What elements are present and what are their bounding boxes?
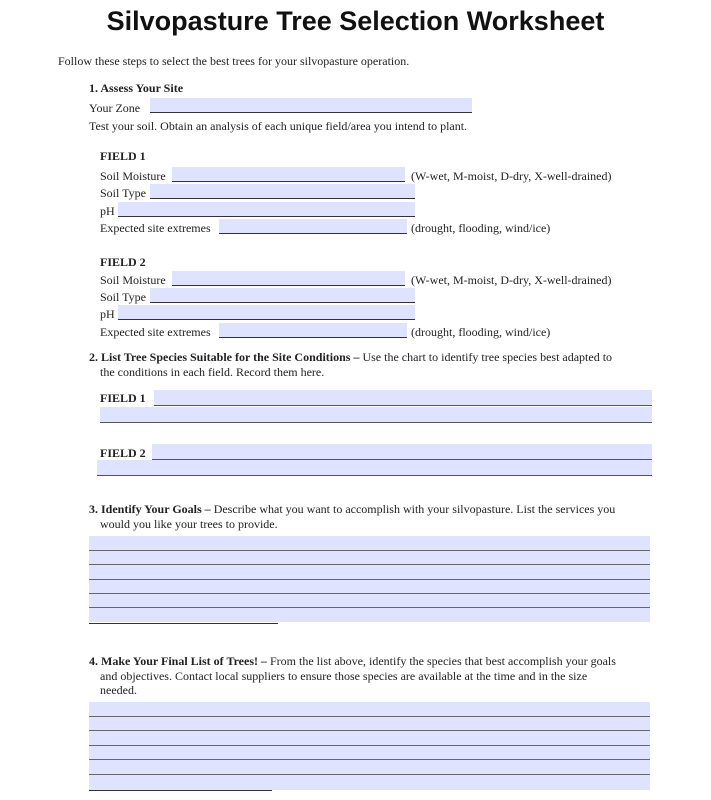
step2-field2-label: FIELD 2 [100, 446, 146, 460]
step4-text-1: From the list above, identify the species that best accomplish your goals [270, 654, 616, 668]
ruled-line [89, 774, 650, 775]
field1-extremes-label: Expected site extremes [100, 221, 211, 235]
field1-heading: FIELD 1 [100, 149, 146, 163]
field1-extremes-hint: (drought, flooding, wind/ice) [411, 221, 551, 235]
ruled-line [89, 593, 650, 594]
field2-ph-label: pH [100, 307, 115, 321]
step2-field2-input-2[interactable] [97, 460, 652, 476]
field2-moisture-label: Soil Moisture [100, 273, 166, 287]
field2-moisture-hint: (W-wet, M-moist, D-dry, X-well-drained) [411, 273, 612, 287]
field2-soil-type-label: Soil Type [100, 290, 146, 304]
step4-text-2: and objectives. Contact local suppliers to ensure those species are available at the time and in the size [100, 669, 588, 683]
field1-soil-type-label: Soil Type [100, 186, 146, 200]
field1-ph-input[interactable] [118, 202, 415, 217]
ruled-line [89, 759, 650, 760]
step2-field2-input[interactable] [152, 444, 652, 460]
field2-ph-input[interactable] [118, 305, 415, 320]
step4-heading: 4. Make Your Final List of Trees! – [89, 654, 267, 668]
ruled-line [89, 730, 650, 731]
step3-heading: 3. Identify Your Goals – [89, 502, 211, 516]
step3-end-line [89, 623, 278, 624]
page-title: Silvopasture Tree Selection Worksheet [106, 6, 605, 36]
field2-extremes-input[interactable] [219, 323, 407, 338]
field2-extremes-label: Expected site extremes [100, 325, 211, 339]
ruled-line [89, 716, 650, 717]
field2-heading: FIELD 2 [100, 255, 146, 269]
step4-trees-textarea[interactable] [89, 702, 650, 790]
field1-extremes-input[interactable] [219, 219, 407, 234]
intro-text: Follow these steps to select the best trees for your silvopasture operation. [58, 54, 410, 68]
step3-line1 [89, 502, 615, 516]
step1-heading: 1. Assess Your Site [89, 81, 184, 95]
step2-text-1: Use the chart to identify tree species best adapted to [362, 350, 613, 364]
field1-moisture-label: Soil Moisture [100, 169, 166, 183]
field1-moisture-hint: (W-wet, M-moist, D-dry, X-well-drained) [411, 169, 612, 183]
field2-extremes-hint: (drought, flooding, wind/ice) [411, 325, 551, 339]
ruled-line [89, 550, 650, 551]
field2-soil-type-input[interactable] [150, 288, 415, 303]
step2-field1-input[interactable] [154, 390, 652, 406]
ruled-line [89, 607, 650, 608]
step3-goals-textarea[interactable] [89, 536, 650, 622]
step4-line1 [89, 654, 616, 668]
step2-line1 [89, 350, 612, 364]
field1-moisture-input[interactable] [172, 167, 405, 182]
step2-heading: 2. List Tree Species Suitable for the Site Conditions – [89, 350, 360, 364]
field1-ph-label: pH [100, 204, 115, 218]
soil-test-text: Test your soil. Obtain an analysis of each unique field/area you intend to plant. [89, 119, 468, 133]
step4-end-line [89, 790, 272, 791]
zone-input[interactable] [150, 98, 472, 113]
field1-soil-type-input[interactable] [150, 184, 415, 199]
step2-text-2: the conditions in each field. Record them here. [100, 365, 325, 379]
ruled-line [89, 579, 650, 580]
ruled-line [89, 745, 650, 746]
step3-text-2: would you like your trees to provide. [100, 517, 278, 531]
step4-text-3: needed. [100, 683, 137, 697]
step3-text-1: Describe what you want to accomplish with your silvopasture. List the services you [213, 502, 616, 516]
ruled-line [89, 564, 650, 565]
field2-moisture-input[interactable] [172, 271, 405, 286]
step2-field1-input-2[interactable] [100, 407, 652, 423]
step2-field1-label: FIELD 1 [100, 391, 146, 405]
zone-label: Your Zone [89, 101, 141, 115]
